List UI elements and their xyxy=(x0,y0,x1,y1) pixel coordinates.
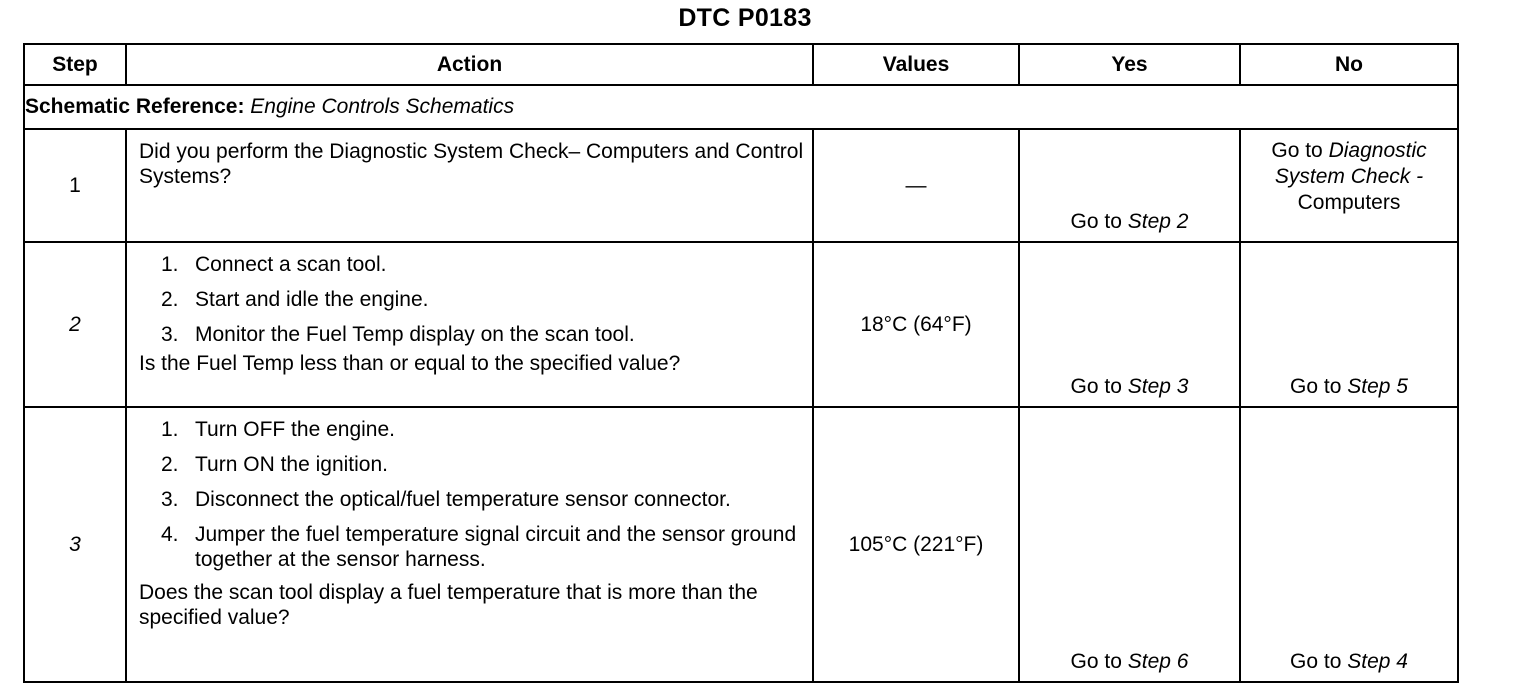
schematic-reference-row xyxy=(24,85,1458,129)
table-row xyxy=(24,129,1458,242)
yes-cell xyxy=(1019,407,1240,682)
header-step: Step xyxy=(24,44,126,85)
action-text: Did you perform the Diagnostic System Check– Computers and Control Systems? xyxy=(139,140,804,188)
schematic-link: Engine Controls Schematics xyxy=(250,95,515,118)
action-question: Does the scan tool display a fuel temperature that is more than the specified value? xyxy=(139,581,758,629)
list-item: 3. Monitor the Fuel Temp display on the scan tool. xyxy=(161,323,635,346)
yes-prefix: Go to xyxy=(1070,210,1122,233)
action-steps xyxy=(139,417,804,572)
action-cell xyxy=(126,242,813,407)
action-question: Is the Fuel Temp less than or equal to the specified value? xyxy=(139,352,681,375)
schematic-reference xyxy=(24,85,1458,129)
list-item: 2. Turn ON the ignition. xyxy=(161,453,388,476)
table-row xyxy=(24,242,1458,407)
no-prefix: Go to xyxy=(1290,375,1342,398)
no-cell xyxy=(1240,242,1458,407)
header-values: Values xyxy=(813,44,1019,85)
values-cell: — xyxy=(813,129,1019,242)
step-number: 1 xyxy=(24,129,126,242)
values-cell: 105°C (221°F) xyxy=(813,407,1019,682)
no-cell xyxy=(1240,407,1458,682)
header-yes: Yes xyxy=(1019,44,1240,85)
list-item: 1. Turn OFF the engine. xyxy=(161,418,395,441)
values-cell: 18°C (64°F) xyxy=(813,242,1019,407)
yes-target: Step 3 xyxy=(1127,375,1189,398)
no-target-1: Diagnostic xyxy=(1328,139,1427,162)
no-cell xyxy=(1240,129,1458,242)
yes-target: Step 6 xyxy=(1127,650,1189,673)
yes-target: Step 2 xyxy=(1127,210,1189,233)
page-title: DTC P0183 xyxy=(678,4,812,32)
list-item: 2. Start and idle the engine. xyxy=(161,288,429,311)
no-suffix: Computers xyxy=(1297,191,1401,214)
schematic-label: Schematic Reference: xyxy=(25,95,245,118)
step-number: 3 xyxy=(24,407,126,682)
header-no: No xyxy=(1240,44,1458,85)
header-row xyxy=(24,44,1458,85)
header-action: Action xyxy=(126,44,813,85)
list-item: 3. Disconnect the optical/fuel temperature sensor connector. xyxy=(161,488,731,511)
action-cell xyxy=(126,407,813,682)
action-cell xyxy=(126,129,813,242)
yes-prefix: Go to xyxy=(1070,375,1122,398)
yes-cell xyxy=(1019,242,1240,407)
no-target-2: System Check - xyxy=(1274,165,1424,188)
step-number: 2 xyxy=(24,242,126,407)
list-item: 1. Connect a scan tool. xyxy=(161,253,387,276)
diagnostic-table xyxy=(23,43,1459,683)
no-target: Step 4 xyxy=(1347,650,1408,673)
no-prefix: Go to xyxy=(1271,139,1323,162)
yes-cell xyxy=(1019,129,1240,242)
no-prefix: Go to xyxy=(1290,650,1342,673)
list-item: 4. Jumper the fuel temperature signal circuit and the sensor ground together at the sensor harness. xyxy=(161,523,797,571)
action-steps xyxy=(139,252,804,347)
no-target: Step 5 xyxy=(1347,375,1408,398)
yes-prefix: Go to xyxy=(1070,650,1122,673)
table-row xyxy=(24,407,1458,682)
